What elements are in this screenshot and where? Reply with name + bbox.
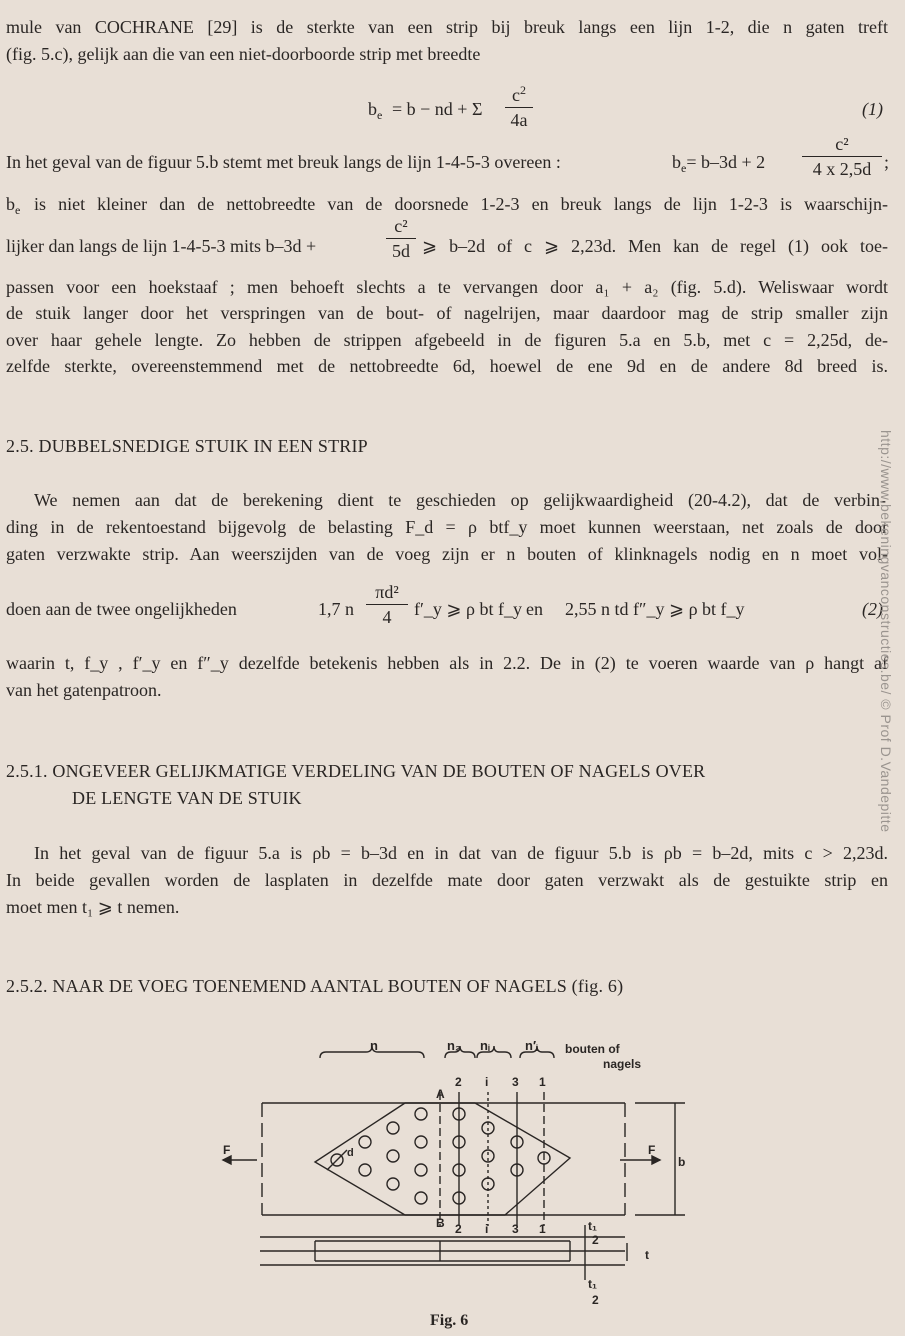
fraction-num: c² (394, 216, 408, 236)
paragraph-line: zelfde sterkte, overeenstemmend met de nettobreedte 6d, hoewel de ene 9d en de andere 8d breed is. (6, 356, 888, 376)
fraction-den: 4 x 2,5d (812, 159, 872, 179)
label-2-bottom: 2 (455, 1222, 462, 1236)
watermark-text: http://www.bekeningvanconstructies.be/ © Prof D.Vandepitte (878, 430, 894, 833)
paragraph-line: over haar gehele lengte. Zo hebben de strippen afgebeeld in de figuren 5.a en 5.b, met c = 2,25d, de- (6, 330, 888, 350)
label-bouten: bouten of (565, 1042, 620, 1056)
be-symbol: b (6, 194, 15, 214)
paragraph-line: ding in de rekentoestand bijgevolg de belasting F_d = ρ btf_y moet kunnen weerstaan, net zoals de door (6, 517, 888, 537)
label-t1-bottom: t₁ (588, 1277, 597, 1291)
eq1-fraction (505, 80, 533, 130)
eq1-lhs-sub: e (377, 108, 383, 122)
section-heading: 2.5.1. ONGEVEER GELIJKMATIGE VERDELING VAN DE BOUTEN OF NAGELS OVER (6, 761, 706, 781)
label-i-top: i (485, 1075, 489, 1089)
formula-part: 2,55 n td f″_y ⩾ ρ bt f_y (565, 599, 745, 619)
watermark (876, 430, 900, 910)
paragraph-line: gaten verzwakte strip. Aan weerszijden van de voeg zijn er n bouten of klinknagels nodig en n moet vol- (6, 544, 888, 564)
paragraph-line: passen voor een hoekstaaf ; men behoeft slechts a te vervangen door a₁ + a₂ (fig. 5.d). Weliswaar wordt (6, 277, 888, 297)
label-i-bottom: i (485, 1222, 489, 1236)
eq2-number: (2) (862, 599, 883, 619)
label-1-top: 1 (539, 1075, 546, 1089)
paragraph-line: lijker dan langs de lijn 1-4-5-3 mits b–3d + (6, 236, 317, 256)
eq1-lhs: b (368, 99, 377, 119)
section-heading: DE LENGTE VAN DE STUIK (72, 788, 302, 808)
label-a: A (436, 1087, 445, 1101)
eq1-den: 4a (510, 110, 528, 130)
paragraph-line: We nemen aan dat de berekening dient te geschieden op gelijkwaardigheid (20-4.2), dat de verbin- (34, 490, 886, 510)
formula-part: f′_y ⩾ ρ bt f_y (414, 599, 522, 619)
paragraph-line: mule van COCHRANE [29] is de sterkte van een strip bij breuk langs een lijn 1-2, die n gaten treft (6, 17, 888, 37)
paragraph-line: waarin t, f_y , f′_y en f″_y dezelfde betekenis hebben als in 2.2. De in (2) te voeren waarde van ρ hangt af (6, 653, 888, 673)
paragraph-line: In beide gevallen worden de lasplaten in dezelfde mate door gaten verzwakt als de gestuikte strip en (6, 870, 888, 890)
formula-part: en (526, 599, 543, 619)
formula-rest: = b–3d + 2 (686, 152, 766, 172)
paragraph-line: de stuik langer door het verspringen van de bout- of nagelrijen, maar daardoor mag de strip smaller zijn (6, 303, 888, 323)
paragraph-line: is niet kleiner dan de nettobreedte van de doorsnede 1-2-3 en breuk langs de lijn 1-2-3 is waarschijn- (34, 194, 888, 214)
label-1-bottom: 1 (539, 1222, 546, 1236)
label-3-top: 3 (512, 1075, 519, 1089)
splice-plate (315, 1103, 570, 1215)
label-2-top: 2 (455, 1075, 462, 1089)
section-heading: 2.5.2. NAAR DE VOEG TOENEMEND AANTAL BOUTEN OF NAGELS (fig. 6) (6, 976, 624, 996)
label-f-left: F (223, 1143, 231, 1157)
formula-be: b (672, 152, 681, 172)
label-b: b (678, 1155, 685, 1169)
formula-be-sub: e (681, 161, 687, 175)
label-b-point: B (436, 1216, 445, 1230)
label-f-right: F (648, 1143, 656, 1157)
label-t: t (645, 1248, 649, 1262)
be-sub: e (15, 203, 21, 217)
fraction-den: 4 (382, 607, 392, 627)
paragraph-line: van het gatenpatroon. (6, 680, 162, 700)
label-two-bottom: 2 (592, 1293, 599, 1307)
fraction-num: πd² (375, 582, 399, 602)
paragraph-line: In het geval van de figuur 5.a is ρb = b–3d en in dat van de figuur 5.b is ρb = b–2d, mits c > 2,23d. (34, 843, 888, 863)
label-t1-top: t₁ (588, 1219, 597, 1233)
semicolon: ; (884, 152, 890, 172)
label-nagels: nagels (603, 1057, 642, 1071)
label-n2: n₂ (447, 1038, 461, 1053)
formula-fraction (366, 582, 408, 627)
label-two-top: 2 (592, 1233, 599, 1247)
paragraph-line: In het geval van de figuur 5.b stemt met breuk langs de lijn 1-4-5-3 overeen : (6, 152, 561, 172)
paragraph-line: ⩾ b–2d of c ⩾ 2,23d. Men kan de regel (1) ook toe- (422, 236, 888, 256)
figure-6 (215, 1030, 685, 1320)
formula-part: 1,7 n (318, 599, 354, 619)
figure-caption: Fig. 6 (430, 1312, 469, 1329)
label-3-bottom: 3 (512, 1222, 519, 1236)
label-d: d (347, 1147, 354, 1159)
eq1-number: (1) (862, 99, 883, 119)
paragraph-line: (fig. 5.c), gelijk aan die van een niet-doorboorde strip met breedte (6, 44, 481, 64)
eq1-mid: = b − nd + Σ (392, 99, 483, 119)
label-n: n (370, 1038, 378, 1053)
formula-fraction (386, 216, 416, 261)
section-heading: 2.5. DUBBELSNEDIGE STUIK IN EEN STRIP (6, 436, 368, 456)
figure-6-drawing (215, 1030, 685, 1315)
label-ni-prime: n′ᵢ (525, 1038, 538, 1053)
paragraph-line: doen aan de twee ongelijkheden (6, 599, 237, 619)
fraction-num: c² (835, 134, 849, 154)
label-ni: nᵢ (480, 1038, 490, 1053)
paragraph-line: moet men t₁ ⩾ t nemen. (6, 897, 180, 917)
formula-fraction (802, 134, 882, 179)
eq1-num: c (512, 85, 520, 105)
fraction-den: 5d (392, 241, 410, 261)
eq1-num-sup: 2 (520, 83, 526, 97)
